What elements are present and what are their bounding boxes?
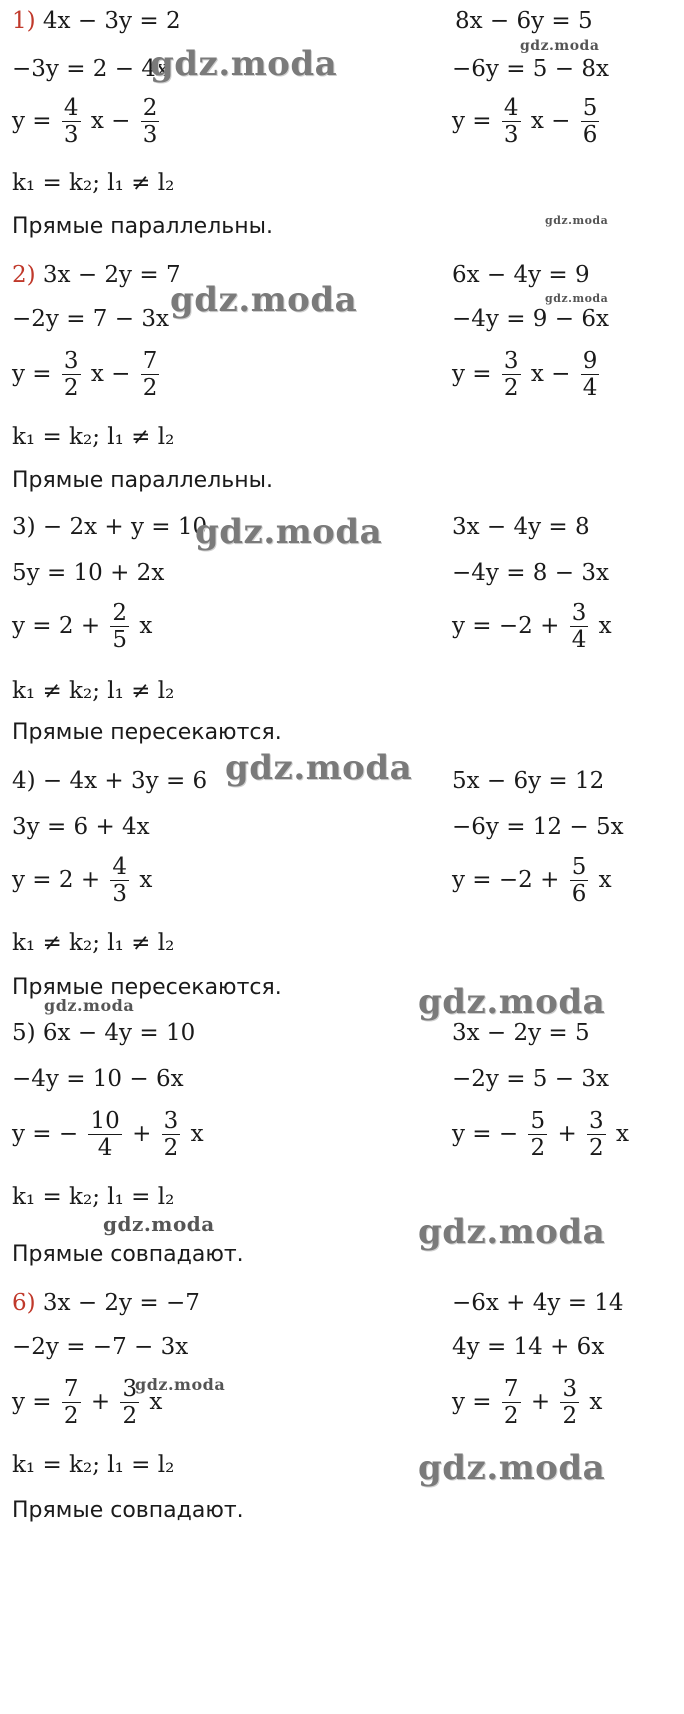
p3-equation-right: 3x − 4y = 8 [452,514,590,540]
watermark: gdz.moda [44,996,135,1015]
p4-number: 4) [12,768,36,794]
fraction: $\frac{7}{2}$ [142,348,158,402]
p1-step-left: −3y = 2 − 4x [12,56,169,82]
p2-step-left: −2y = 7 − 3x [12,306,169,332]
fraction: $\frac{3}{2}$ [503,348,519,402]
fraction: $\frac{5}{6}$ [582,95,598,149]
p2-slopes: k₁ = k₂; l₁ ≠ l₂ [12,424,175,450]
p5-step-right: −2y = 5 − 3x [452,1066,609,1092]
p3-y-right: y = −2 + $\frac{3}{4}$ x [452,600,612,654]
fraction: $\frac{4}{3}$ [63,95,79,149]
p6-number: 6) [12,1290,36,1316]
p2-y-left: y = $\frac{3}{2}$ x − $\frac{7}{2}$ [12,348,158,402]
p1-equation-right: 8x − 6y = 5 [455,8,593,34]
watermark: gdz.moda [170,280,358,320]
watermark: gdz.moda [545,292,609,305]
p4-y-left: y = 2 + $\frac{4}{3}$ x [12,854,153,908]
p4-conclusion: Прямые пересекаются. [12,975,282,1000]
p6-y-right: y = $\frac{7}{2}$ + $\frac{3}{2}$ x [452,1376,603,1430]
p3-slopes: k₁ ≠ k₂; l₁ ≠ l₂ [12,678,175,704]
p5-conclusion: Прямые совпадают. [12,1242,244,1267]
p4-y-right: y = −2 + $\frac{5}{6}$ x [452,854,612,908]
fraction: $\frac{10}{4}$ [90,1108,120,1162]
fraction: $\frac{4}{3}$ [112,854,128,908]
fraction: $\frac{9}{4}$ [582,348,598,402]
p6-equation-right: −6x + 4y = 14 [452,1290,624,1316]
p3-step-left: 5y = 10 + 2x [12,560,165,586]
p6-step-left: −2y = −7 − 3x [12,1334,189,1360]
p4-equation-right: 5x − 6y = 12 [452,768,605,794]
p1-equation-left: 1) 4x − 3y = 2 [12,8,181,34]
fraction: $\frac{3}{2}$ [122,1376,138,1430]
p2-number: 2) [12,262,36,288]
p2-equation-right: 6x − 4y = 9 [452,262,590,288]
fraction: $\frac{3}{2}$ [63,348,79,402]
fraction: $\frac{5}{2}$ [530,1108,546,1162]
p2-step-right: −4y = 9 − 6x [452,306,609,332]
p3-conclusion: Прямые пересекаются. [12,720,282,745]
fraction: $\frac{2}{5}$ [112,600,128,654]
fraction: $\frac{3}{2}$ [163,1108,179,1162]
watermark: gdz.moda [418,1212,606,1252]
p3-number: 3) [12,514,36,540]
p2-equation-left: 2) 3x − 2y = 7 [12,262,181,288]
watermark: gdz.moda [225,748,413,788]
fraction: $\frac{7}{2}$ [503,1376,519,1430]
fraction: $\frac{5}{6}$ [571,854,587,908]
fraction: $\frac{2}{3}$ [142,95,158,149]
watermark: gdz.moda [520,38,600,54]
watermark: gdz.moda [545,214,609,227]
p6-equation-left: 6) 3x − 2y = −7 [12,1290,200,1316]
fraction: $\frac{4}{3}$ [503,95,519,149]
fraction: $\frac{7}{2}$ [63,1376,79,1430]
p6-y-left: y = $\frac{7}{2}$ + $\frac{3}{2}$ x [12,1376,163,1430]
p1-slopes: k₁ = k₂; l₁ ≠ l₂ [12,170,175,196]
watermark: gdz.moda [103,1212,215,1236]
p5-y-right: y = − $\frac{5}{2}$ + $\frac{3}{2}$ x [452,1108,629,1162]
p5-slopes: k₁ = k₂; l₁ = l₂ [12,1184,175,1210]
fraction: $\frac{3}{2}$ [562,1376,578,1430]
watermark: gdz.moda [418,982,606,1022]
p1-step-right: −6y = 5 − 8x [452,56,609,82]
p3-y-left: y = 2 + $\frac{2}{5}$ x [12,600,153,654]
p6-conclusion: Прямые совпадают. [12,1498,244,1523]
p4-step-left: 3y = 6 + 4x [12,814,150,840]
p4-slopes: k₁ ≠ k₂; l₁ ≠ l₂ [12,930,175,956]
p1-y-right: y = $\frac{4}{3}$ x − $\frac{5}{6}$ [452,95,598,149]
p4-step-right: −6y = 12 − 5x [452,814,624,840]
p2-y-right: y = $\frac{3}{2}$ x − $\frac{9}{4}$ [452,348,598,402]
p1-conclusion: Прямые параллельны. [12,214,273,239]
watermark: gdz.moda [195,512,383,552]
p6-slopes: k₁ = k₂; l₁ = l₂ [12,1452,175,1478]
p1-number: 1) [12,8,36,34]
p4-equation-left: 4) − 4x + 3y = 6 [12,768,208,794]
watermark: gdz.moda [150,44,338,84]
p3-step-right: −4y = 8 − 3x [452,560,609,586]
fraction: $\frac{3}{4}$ [571,600,587,654]
p3-equation-left: 3) − 2x + y = 10 [12,514,208,540]
p1-y-left: y = $\frac{4}{3}$ x − $\frac{2}{3}$ [12,95,158,149]
p5-step-left: −4y = 10 − 6x [12,1066,184,1092]
watermark: gdz.moda [418,1448,606,1488]
p2-conclusion: Прямые параллельны. [12,468,273,493]
p5-equation-right: 3x − 2y = 5 [452,1020,590,1046]
watermark: gdz.moda [135,1375,226,1394]
fraction: $\frac{3}{2}$ [589,1108,604,1162]
p5-number: 5) [12,1020,36,1046]
p5-equation-left: 5) 6x − 4y = 10 [12,1020,196,1046]
p6-step-right: 4y = 14 + 6x [452,1334,605,1360]
p5-y-left: y = − $\frac{10}{4}$ + $\frac{3}{2}$ x [12,1108,204,1162]
